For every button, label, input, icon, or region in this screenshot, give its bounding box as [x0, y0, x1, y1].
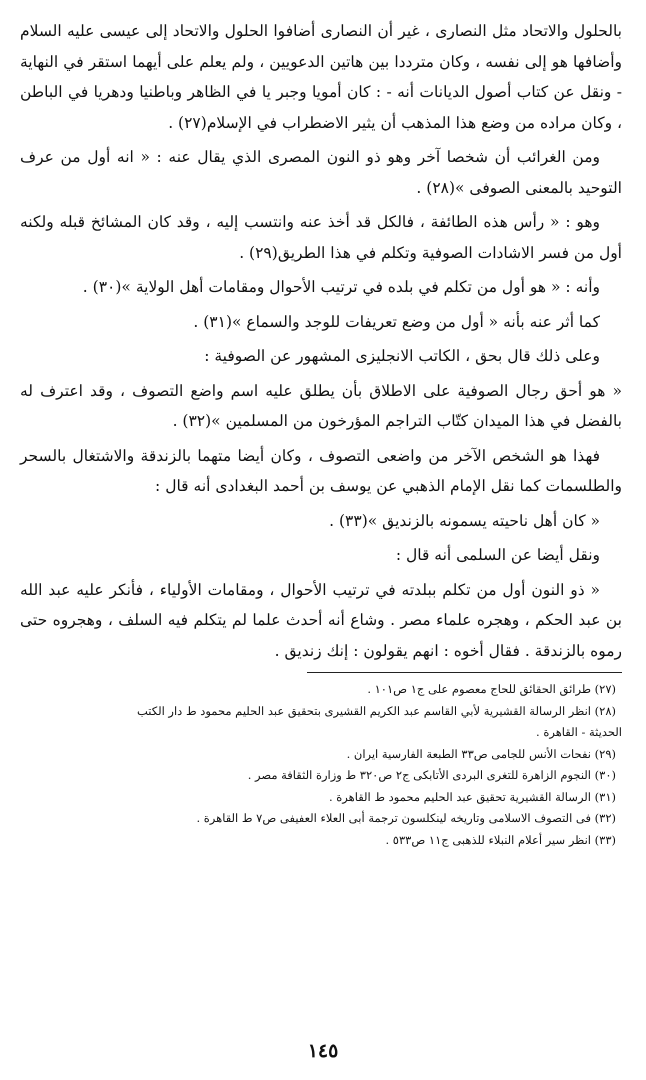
quote-paragraph: « ذو النون أول من تكلم ببلدته في ترتيب الأحوال ، ومقامات الأولياء ، فأنكر عليه عبد الله بن عبد الحكم ، وهجره علماء مصر . وشاع أنه أحدث علما لم يتكلم فيه السلف ، وهجروه حتى رموه بالزندقة . فقال أخوه : انهم يقولون : إنك زنديق . — [20, 580, 622, 660]
footnote-divider — [307, 672, 622, 673]
footnote: (٣١) الرسالة القشيرية تحقيق عبد الحليم محمود ط القاهرة . — [328, 789, 616, 804]
footnote: (٢٧) طرائق الحقائق للحاج معصوم على ج١ ص١٠١ . — [367, 682, 616, 696]
paragraph: وعلى ذلك قال بحق ، الكاتب الانجليزى المشهور عن الصوفية : — [204, 347, 600, 365]
footnote: (٣٢) فى التصوف الاسلامى وتاريخه لينكلسون ترجمة أبى العلاء العفيفى ص٧ ط القاهرة . — [196, 811, 616, 825]
quote-paragraph: « كان أهل ناحيته يسمونه بالزنديق »(٣٣) . — [329, 511, 600, 530]
paragraph: ومن الغرائب أن شخصا آخر وهو ذو النون المصرى الذي يقال عنه : « انه أول من عرف التوحيد بالمعنى الصوفى »(٢٨) . — [20, 148, 622, 197]
paragraph: فهذا هو الشخص الآخر من واضعى التصوف ، وكان أيضا متهما بالزندقة والاشتغال بالسحر والطلسمات كما نقل الإمام الذهبي عن يوسف بن أحمد البغدادى أنه قال : — [20, 446, 622, 495]
paragraph: كما أثر عنه بأنه « أول من وضع تعريفات للوجد والسماع »(٣١) . — [193, 312, 600, 331]
main-text — [20, 16, 622, 666]
paragraph: وهو : « رأس هذه الطائفة ، فالكل قد أخذ عنه وانتسب إليه ، وقد كان المشائخ قبله ولكنه أول من فسر الاشادات الصوفية وتكلم في هذا الطريق(٢٩) . — [20, 213, 622, 262]
quote-paragraph: « هو أحق رجال الصوفية على الاطلاق بأن يطلق عليه اسم واضع التصوف ، وقد اعترف له بالفضل في هذا الميدان كتّاب التراجم المؤرخون من المسلمين »(٣٢) . — [20, 381, 622, 430]
footnote: (٣٠) النجوم الزاهرة للتغرى البردى الأتابكى ج٢ ص٣٢٠ ط وزارة الثقافة مصر . — [247, 768, 616, 782]
footnote: (٣٣) انظر سير أعلام النبلاء للذهبى ج١١ ص٥٣٣ . — [385, 832, 616, 847]
footnote: (٢٨) انظر الرسالة القشيرية لأبي القاسم عبد الكريم القشيرى بتحقيق عبد الحليم محمود ط دار الكتب — [136, 703, 616, 718]
paragraph: وأنه : « هو أول من تكلم في بلده في ترتيب الأحوال ومقامات أهل الولاية »(٣٠) . — [82, 278, 600, 296]
footnote-continuation: الحديثة - القاهرة . — [536, 725, 622, 739]
footnote: (٢٩) نفحات الأنس للجامى ص٣٣ الطبعة الفارسية ايران . — [346, 746, 616, 761]
page-number: ١٤٥ — [307, 1040, 339, 1062]
paragraph: ونقل أيضا عن السلمى أنه قال : — [395, 546, 600, 564]
footnotes — [20, 679, 622, 851]
paragraph: بالحلول والاتحاد مثل النصارى ، غير أن النصارى أضافوا الحلول والاتحاد إلى عيسى عليه السلام وأضافها هو إلى نفسه ، وكان مترددا بين هاتين الدعويين ، ولم يعلم على أيهما استقر في النهاية - ونقل عن كتاب أصول الديانات أنه - : كان أمويا وجبر يا في الظاهر وباطنيا ودهريا في الباطن ، وكان مراده من وضع هذا المذهب أن يثير الاضطراب في الإسلام(٢٧) . — [20, 22, 622, 132]
